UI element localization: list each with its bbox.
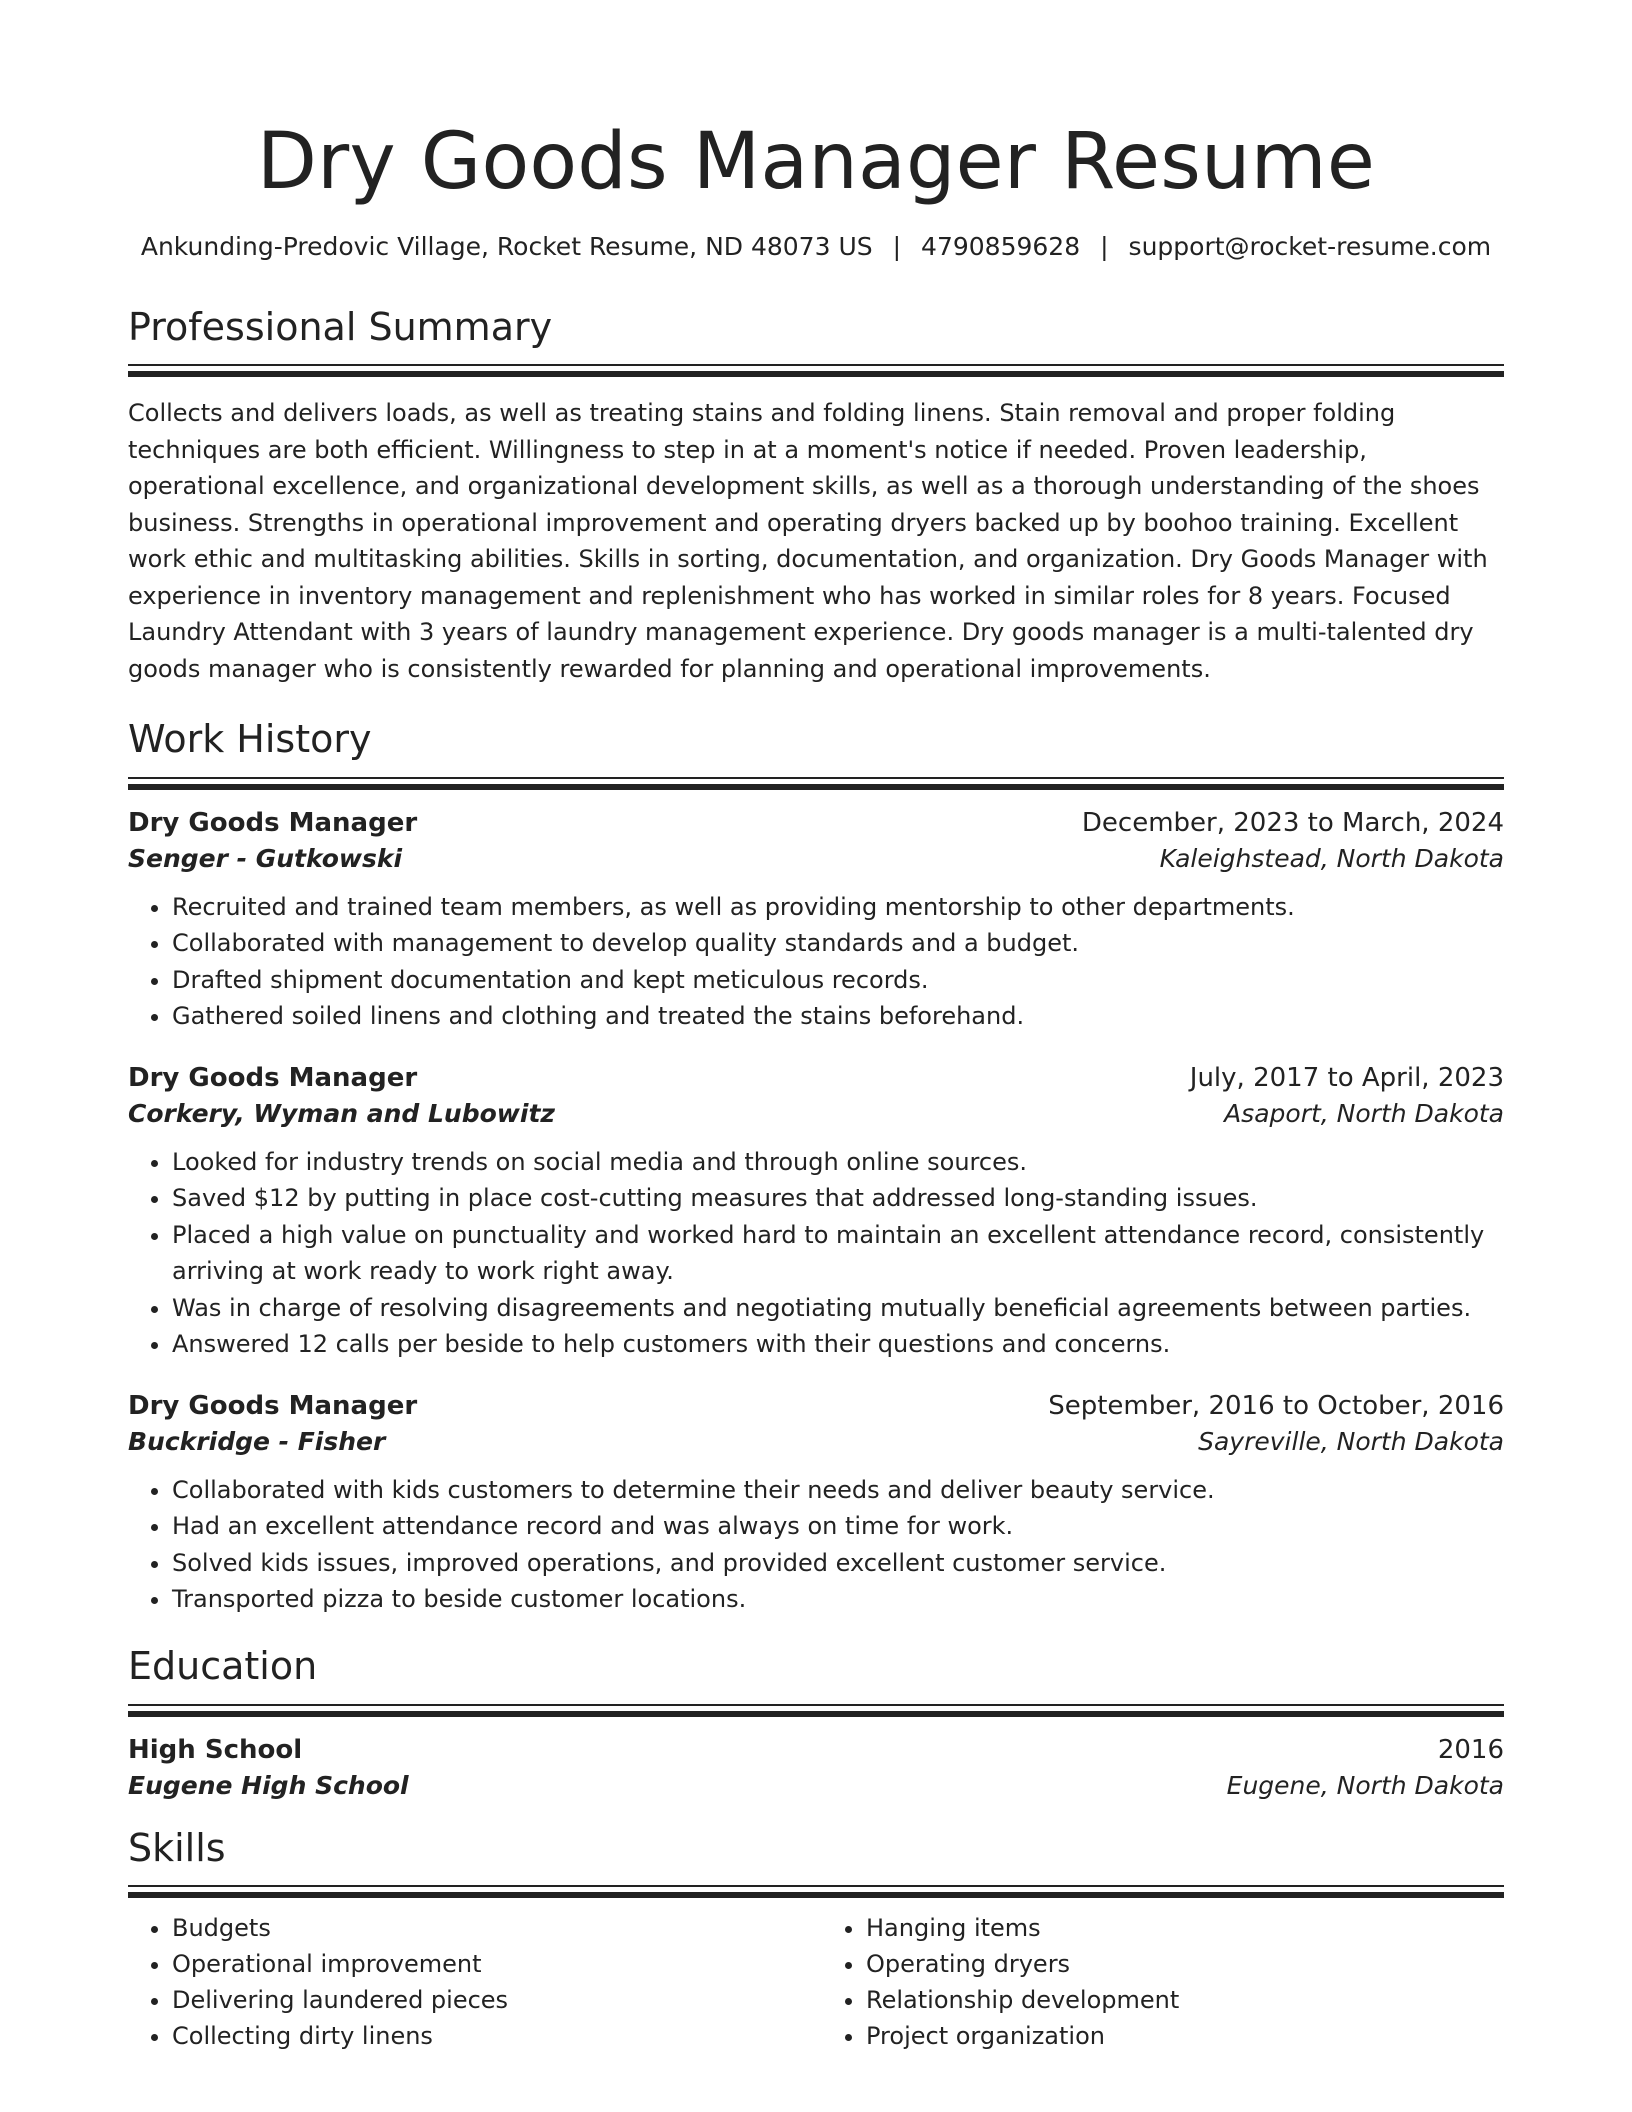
job-dates: September, 2016 to October, 2016 xyxy=(1048,1390,1504,1421)
job-entry xyxy=(128,1391,1504,1618)
job-company: Corkery, Wyman and Lubowitz xyxy=(128,1098,555,1128)
job-bullets xyxy=(128,1144,1504,1363)
contact-separator: | xyxy=(892,231,902,261)
summary-heading: Professional Summary xyxy=(128,304,553,349)
section-rule-thin xyxy=(128,777,1504,779)
job-bullet: • Gathered soiled linens and clothing and treated the stains beforehand. xyxy=(172,998,1504,1035)
job-entry xyxy=(128,1063,1504,1363)
job-bullet: • Transported pizza to beside customer locations. xyxy=(172,1581,1504,1618)
job-bullet: • Saved $12 by putting in place cost-cutting measures that addressed long-standing issues. xyxy=(172,1180,1504,1217)
contact-phone: 4790859628 xyxy=(921,231,1081,261)
contact-line xyxy=(128,232,1504,261)
skills-column-2 xyxy=(816,1910,1504,2054)
education-heading: Education xyxy=(128,1643,318,1688)
job-entry xyxy=(128,808,1504,1035)
work-history-section xyxy=(128,717,1504,1618)
job-company: Buckridge - Fisher xyxy=(128,1426,386,1456)
education-section xyxy=(128,1644,1504,1800)
education-entry xyxy=(128,1735,1504,1800)
section-rule-thin xyxy=(128,1885,1504,1887)
section-rule-thick xyxy=(128,1892,1504,1898)
job-bullet: • Was in charge of resolving disagreements and negotiating mutually beneficial agreements between parties. xyxy=(172,1290,1504,1327)
summary-text: Collects and delivers loads, as well as treating stains and folding linens. Stain removal and proper folding techniques are both efficient. Willingness to step in at a moment's notice if needed. Proven leadership, operational excellence, and organizational development skills, as well as a thorough understanding of the shoes business. Strengths in operational improvement and operating dryers backed up by boohoo training. Excellent work ethic and multitasking abilities. Skills in sorting, documentation, and organization. Dry Goods Manager with experience in inventory management and replenishment who has worked in similar roles for 8 years. Focused Laundry Attendant with 3 years of laundry management experience. Dry goods manager is a multi-talented dry goods manager who is consistently rewarded for planning and operational improvements. xyxy=(128,399,1488,683)
skill-item: • Budgets xyxy=(172,1910,816,1946)
job-title: Dry Goods Manager xyxy=(128,1062,418,1093)
skill-item: • Operational improvement xyxy=(172,1946,816,1982)
job-location: Kaleighstead, North Dakota xyxy=(1159,843,1504,873)
skill-item: • Operating dryers xyxy=(866,1946,1504,1982)
work-history-heading: Work History xyxy=(128,717,372,762)
contact-address: Ankunding-Predovic Village, Rocket Resume, ND 48073 US xyxy=(140,231,873,261)
job-dates: July, 2017 to April, 2023 xyxy=(1189,1062,1504,1093)
skills-heading: Skills xyxy=(128,1825,226,1870)
job-location: Sayreville, North Dakota xyxy=(1198,1426,1504,1456)
job-bullet: • Drafted shipment documentation and kept meticulous records. xyxy=(172,962,1504,999)
skills-section xyxy=(128,1826,1504,2055)
contact-separator: | xyxy=(1100,231,1109,261)
education-location: Eugene, North Dakota xyxy=(1226,1770,1504,1800)
skill-item: • Relationship development xyxy=(866,1982,1504,2018)
job-bullet: • Solved kids issues, improved operations, and provided excellent customer service. xyxy=(172,1545,1504,1582)
resume-title: Dry Goods Manager Resume xyxy=(256,117,1376,207)
job-title: Dry Goods Manager xyxy=(128,807,418,838)
job-title: Dry Goods Manager xyxy=(128,1390,418,1421)
job-bullets xyxy=(128,889,1504,1035)
job-bullet: • Collaborated with kids customers to determine their needs and deliver beauty service. xyxy=(172,1472,1504,1509)
education-degree: High School xyxy=(128,1734,303,1765)
job-bullet: • Answered 12 calls per beside to help customers with their questions and concerns. xyxy=(172,1326,1504,1363)
section-rule-thin xyxy=(128,364,1504,366)
section-rule-thick xyxy=(128,784,1504,790)
job-bullet: • Recruited and trained team members, as well as providing mentorship to other departments. xyxy=(172,889,1504,926)
summary-section xyxy=(128,305,1504,688)
job-dates: December, 2023 to March, 2024 xyxy=(1081,807,1504,838)
job-location: Asaport, North Dakota xyxy=(1224,1098,1504,1128)
skills-list xyxy=(128,1910,1504,2054)
skill-item: • Hanging items xyxy=(866,1910,1504,1946)
job-bullet: • Had an excellent attendance record and was always on time for work. xyxy=(172,1508,1504,1545)
section-rule-thin xyxy=(128,1704,1504,1706)
job-bullet: • Placed a high value on punctuality and worked hard to maintain an excellent attendance record, consistently arriving at work ready to work right away. xyxy=(172,1217,1504,1290)
contact-email: support@rocket-resume.com xyxy=(1128,231,1492,261)
job-company: Senger - Gutkowski xyxy=(128,843,403,873)
education-year: 2016 xyxy=(1437,1734,1504,1765)
skill-item: • Collecting dirty linens xyxy=(172,2018,816,2054)
education-school: Eugene High School xyxy=(128,1770,409,1800)
section-rule-thick xyxy=(128,1711,1504,1717)
skill-item: • Project organization xyxy=(866,2018,1504,2054)
job-bullets xyxy=(128,1472,1504,1618)
section-rule-thick xyxy=(128,371,1504,377)
skills-column-1 xyxy=(128,1910,816,2054)
skill-item: • Delivering laundered pieces xyxy=(172,1982,816,2018)
job-bullet: • Collaborated with management to develop quality standards and a budget. xyxy=(172,925,1504,962)
job-bullet: • Looked for industry trends on social media and through online sources. xyxy=(172,1144,1504,1181)
